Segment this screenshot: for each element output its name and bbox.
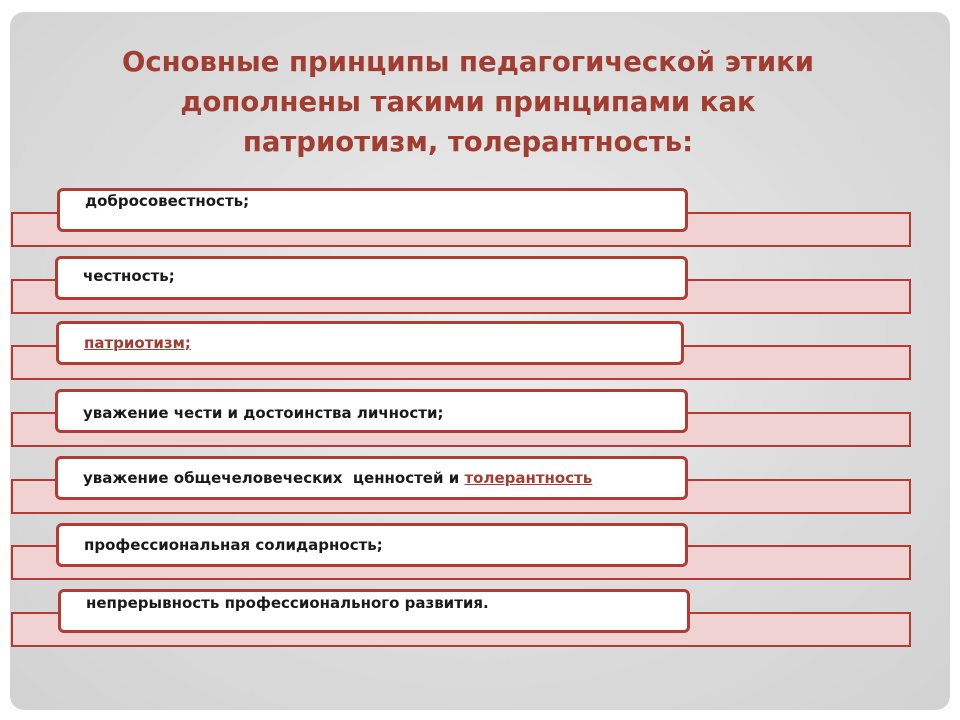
principle-card xyxy=(57,188,688,232)
principle-text: уважение чести и достоинства личности; xyxy=(83,404,444,422)
title-line-3: патриотизм, толерантность: xyxy=(242,126,694,158)
principle-card xyxy=(56,321,684,365)
principle-card xyxy=(55,456,688,500)
principle-text: добросовестность; xyxy=(85,192,250,210)
slide xyxy=(10,12,950,710)
principle-text: профессиональная солидарность; xyxy=(84,536,383,554)
principle-card xyxy=(55,389,688,433)
principle-card xyxy=(55,256,688,300)
principle-text: честность; xyxy=(83,267,175,285)
slide-title xyxy=(10,42,926,162)
title-line-2: дополнены такими принципами как xyxy=(180,86,756,118)
patriotism-link[interactable]: патриотизм; xyxy=(84,334,191,352)
principle-text: уважение общечеловеческих ценностей и xyxy=(83,469,465,487)
tolerance-link[interactable]: толерантность xyxy=(464,469,593,487)
principle-card xyxy=(58,589,690,633)
principle-text: непрерывность профессионального развития. xyxy=(86,594,489,612)
principle-card xyxy=(56,523,688,567)
title-line-1: Основные принципы педагогической этики xyxy=(121,46,815,78)
